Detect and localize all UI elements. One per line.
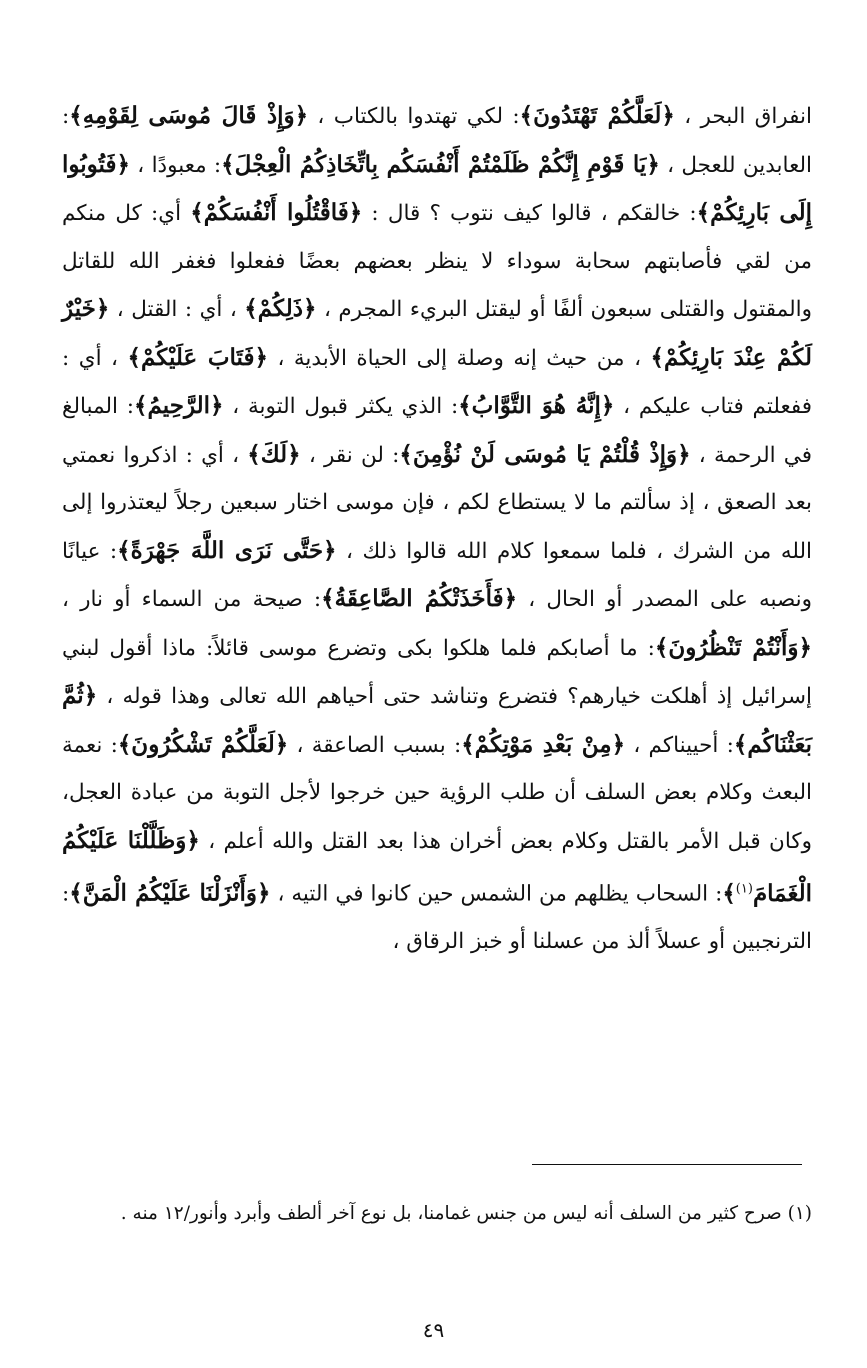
main-text-block [62,92,812,966]
quran-quote: ﴿فَاقْتُلُوا أَنْفُسَكُمْ﴾ [190,199,363,226]
quran-quote: ﴿فَتُوبُوا إِلَى بَارِئِكُمْ﴾ [62,150,812,226]
text-segment: : صيحة من السماء أو نار ، [62,587,322,612]
footnote: (١) صرح كثير من السلف أنه ليس من جنس غمامنا، بل نوع آخر ألطف وأبرد وأنور/١٢ منه . [120,1203,812,1224]
quran-quote: ﴿وَإِذْ قُلْتُمْ يَا مُوسَى لَنْ نُؤْمِنَ﴾ [399,440,691,468]
text-segment: انفراق البحر ، [674,104,813,129]
text-segment: : أحييناكم ، [625,732,734,758]
text-segment: : المبالغ في الرحمة ، [62,394,813,468]
text-segment: ، أي : القتل ، [109,297,245,322]
quran-quote: ﴿لَعَلَّكُمْ تَهْتَدُونَ﴾ [519,102,675,129]
quran-quote: ﴿ذَلِكُمْ﴾ [244,295,317,322]
text-segment: : السحاب يظلهم من الشمس حين كانوا في التيه ، [270,881,723,907]
page-number: ٤٩ [422,1318,445,1342]
text-segment: : ما أصابكم فلما هلكوا بكى وتضرع موسى قائلاً: ماذا أقول لبني إسرائيل إذ أهلكت خيارهم؟ فتضرع وتناشد حتى أحياهم الله تعالى وهذا قوله ، [62,635,812,709]
text-segment: : لكي تهتدوا بالكتاب ، [308,104,520,129]
text-segment: : خالقكم ، قالوا كيف نتوب ؟ قال : [362,201,697,226]
text-segment: : لن نقر ، [300,442,400,468]
text-segment: : بسبب الصاعقة ، [288,732,462,758]
text-segment: ، من حيث إنه وصلة إلى الحياة الأبدية ، [267,345,651,371]
text-segment: : الترنجبين أو عسلاً ألذ من عسلنا أو خبز الرقاق ، [62,881,812,955]
footnote-marker: (١) [735,881,753,896]
quran-quote: ﴿وَأَنْزَلْنَا عَلَيْكُمُ الْمَنَّ﴾ [69,879,271,907]
quran-quote: ﴿خَيْرٌ لَكُمْ عِنْدَ بَارِئِكُمْ﴾ [62,295,813,371]
quran-quote: ﴿ثُمَّ بَعَثْنَاكُم﴾ [62,682,813,758]
quran-quote: ﴿لَكَ﴾ [247,440,301,468]
quran-quote: ﴿يَا قَوْمِ إِنَّكُمْ ظَلَمْتُمْ أَنْفُسَكُم بِاتِّخَاذِكُمُ الْعِجْلَ﴾ [221,150,660,178]
quran-quote: ﴿حَتَّى نَرَى اللَّهَ جَهْرَةً﴾ [117,536,337,564]
text-segment: ، أي : ففعلتم فتاب عليكم ، [62,345,812,419]
quran-quote: ﴿لَعَلَّكُمْ تَشْكُرُونَ﴾ [117,730,289,758]
quran-quote-text: ﴿وَظَلَّلْنَا عَلَيْكُمُ الْغَمَامَ [62,826,812,907]
text-segment: : عيانًا ونصبه على المصدر أو الحال ، [62,538,812,612]
quran-quote: ﴿فَتَابَ عَلَيْكُمْ﴾ [127,343,268,371]
text-segment: : العابدين للعجل ، [62,104,812,178]
quran-quote: ﴿مِنْ بَعْدِ مَوْتِكُمْ﴾ [461,730,626,758]
text-segment: : نعمة البعث وكلام بعض السلف أن طلب الرؤية حين خرجوا لأجل التوبة من عبادة العجل، وكان قبل الأمر بالقتل وكلام بعض أخران هذا بعد القتل والله أعلم ، [62,732,812,854]
quran-quote-close: ﴾ [722,879,736,907]
quran-quote: ﴿وَإِذْ قَالَ مُوسَى لِقَوْمِهِ﴾ [69,102,309,129]
quran-quote: ﴿إِنَّهُ هُوَ التَّوَّابُ﴾ [458,392,615,419]
footnote-divider [532,1164,802,1165]
quran-quote: ﴿وَأَنْتُمْ تَنْظُرُونَ﴾ [654,633,812,661]
text-segment: : معبودًا ، [129,152,222,178]
text-segment: ، أي : اذكروا نعمتي بعد الصعق ، إذ سألتم ما لا يستطاع لكم ، فإن موسى اختار سبعين رجلاً ليعتذروا إلى الله من الشرك ، فلما سمعوا كلام الله قالوا ذلك ، [62,442,812,564]
quran-quote: ﴿الرَّحِيمُ﴾ [134,392,224,419]
text-segment: : الذي يكثر قبول التوبة ، [223,394,459,419]
text-segment: أي: كل منكم من لقي فأصابتهم سحابة سوداء لا ينظر بعضهم بعضًا ففعلوا فغفر الله للقاتل والمقتول والقتلى سبعون ألفًا أو ليقتل البريء المجرم ، [62,201,812,322]
quran-quote: ﴿فَأَخَذَتْكُمُ الصَّاعِقَةُ﴾ [321,585,518,612]
